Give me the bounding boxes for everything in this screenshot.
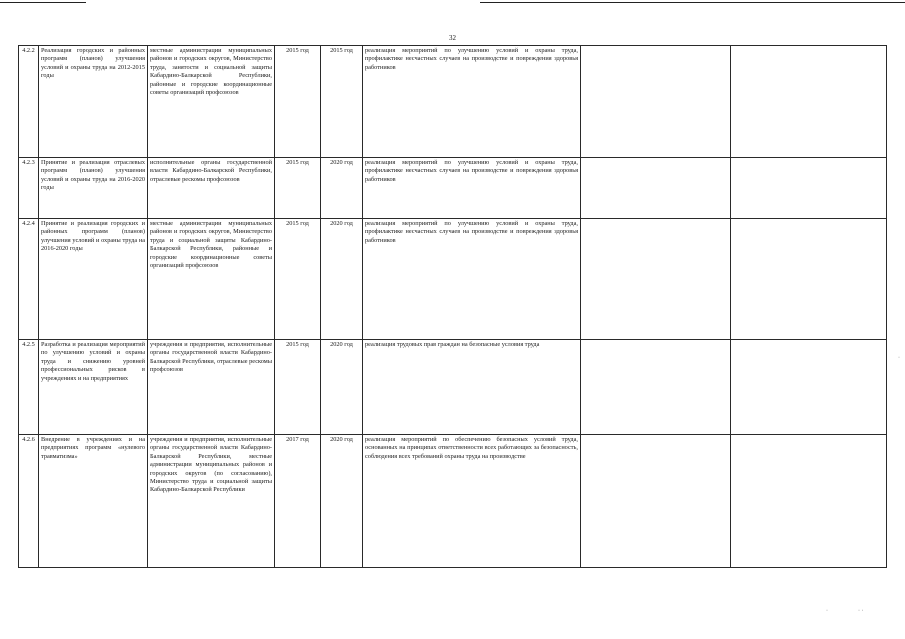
executor-cell: учреждения и предприятия, исполнительные органы государственной власти Кабардино-Балкарской Республики, отраслевые рескомы профсоюзов: [148, 340, 275, 435]
measure-title: Реализация городских и районных программ (планов) улучшения условий и охраны труда на 2012-2015 годы: [39, 46, 148, 158]
start-year: 2015 год: [275, 219, 321, 340]
table-row: [19, 158, 887, 219]
expected-result: реализация мероприятий по улучшению условий и охраны труда, профилактике несчастных случаев на производстве и повреждения здоровья работников: [363, 158, 581, 219]
top-rule-right: [480, 2, 905, 3]
empty-cell: [731, 46, 887, 158]
table-row: [19, 219, 887, 340]
executor-cell: местные администрации муниципальных районов и городских округов, Министерство труда и социальной защиты Кабардино-Балкарской Республики, районные и городские координационные советы организаций профсоюзов: [148, 219, 275, 340]
scan-speck: ·: [826, 608, 828, 614]
end-year: 2015 год: [321, 46, 363, 158]
empty-cell: [731, 158, 887, 219]
expected-result: реализация трудовых прав граждан на безопасные условия труда: [363, 340, 581, 435]
end-year: 2020 год: [321, 435, 363, 568]
start-year: 2015 год: [275, 340, 321, 435]
measure-title: Принятие и реализация отраслевых программ (планов) улучшения условий и охраны труда на 2016-2020 годы: [39, 158, 148, 219]
empty-cell: [581, 435, 731, 568]
empty-cell: [581, 219, 731, 340]
measure-title: Разработка и реализация мероприятий по улучшению условий и охраны труда и снижению уровней профессиональных рисков в учреждениях и на предприятиях: [39, 340, 148, 435]
empty-cell: [731, 219, 887, 340]
start-year: 2015 год: [275, 158, 321, 219]
expected-result: реализация мероприятий по обеспечению безопасных условий труда, основанных на принципах ответственности всех работающих за безопасность, соблюдения всех требований охраны труда на производстве: [363, 435, 581, 568]
table-row: [19, 340, 887, 435]
table-row: [19, 435, 887, 568]
start-year: 2017 год: [275, 435, 321, 568]
measure-title: Принятие и реализация городских и районных программ (планов) улучшения условий и охраны труда на 2016-2020 годы: [39, 219, 148, 340]
end-year: 2020 год: [321, 219, 363, 340]
measure-title: Внедрение в учреждениях и на предприятиях программ «нулевого травматизма»: [39, 435, 148, 568]
scan-speck: ·: [898, 355, 900, 361]
page-number: 32: [449, 34, 456, 42]
empty-cell: [731, 340, 887, 435]
expected-result: реализация мероприятий по улучшению условий и охраны труда, профилактике несчастных случаев на производстве и повреждения здоровья работников: [363, 219, 581, 340]
start-year: 2015 год: [275, 46, 321, 158]
row-number: 4.2.6: [19, 435, 39, 568]
expected-result: реализация мероприятий по улучшению условий и охраны труда, профилактике несчастных случаев на производстве и повреждения здоровья работников: [363, 46, 581, 158]
scan-speck: · ·: [858, 608, 864, 614]
executor-cell: исполнительные органы государственной власти Кабардино-Балкарской Республики, отраслевые рескомы профсоюзов: [148, 158, 275, 219]
table-row: [19, 46, 887, 158]
end-year: 2020 год: [321, 158, 363, 219]
executor-cell: учреждения и предприятия, исполнительные органы государственной власти Кабардино-Балкарской Республики, местные администрации муниципальных районов и городских округов (по согласованию), Министерство труда и социальной защиты Кабардино-Балкарской Республики: [148, 435, 275, 568]
empty-cell: [731, 435, 887, 568]
empty-cell: [581, 340, 731, 435]
empty-cell: [581, 46, 731, 158]
empty-cell: [581, 158, 731, 219]
end-year: 2020 год: [321, 340, 363, 435]
row-number: 4.2.4: [19, 219, 39, 340]
executor-cell: местные администрации муниципальных районов и городских округов, Министерство труда, занятости и социальной защиты Кабардино-Балкарской Республики, районные и городские координационные советы организаций профсоюзов: [148, 46, 275, 158]
row-number: 4.2.5: [19, 340, 39, 435]
top-rule-left: [0, 2, 86, 3]
row-number: 4.2.3: [19, 158, 39, 219]
row-number: 4.2.2: [19, 46, 39, 158]
measures-table: [18, 45, 887, 568]
